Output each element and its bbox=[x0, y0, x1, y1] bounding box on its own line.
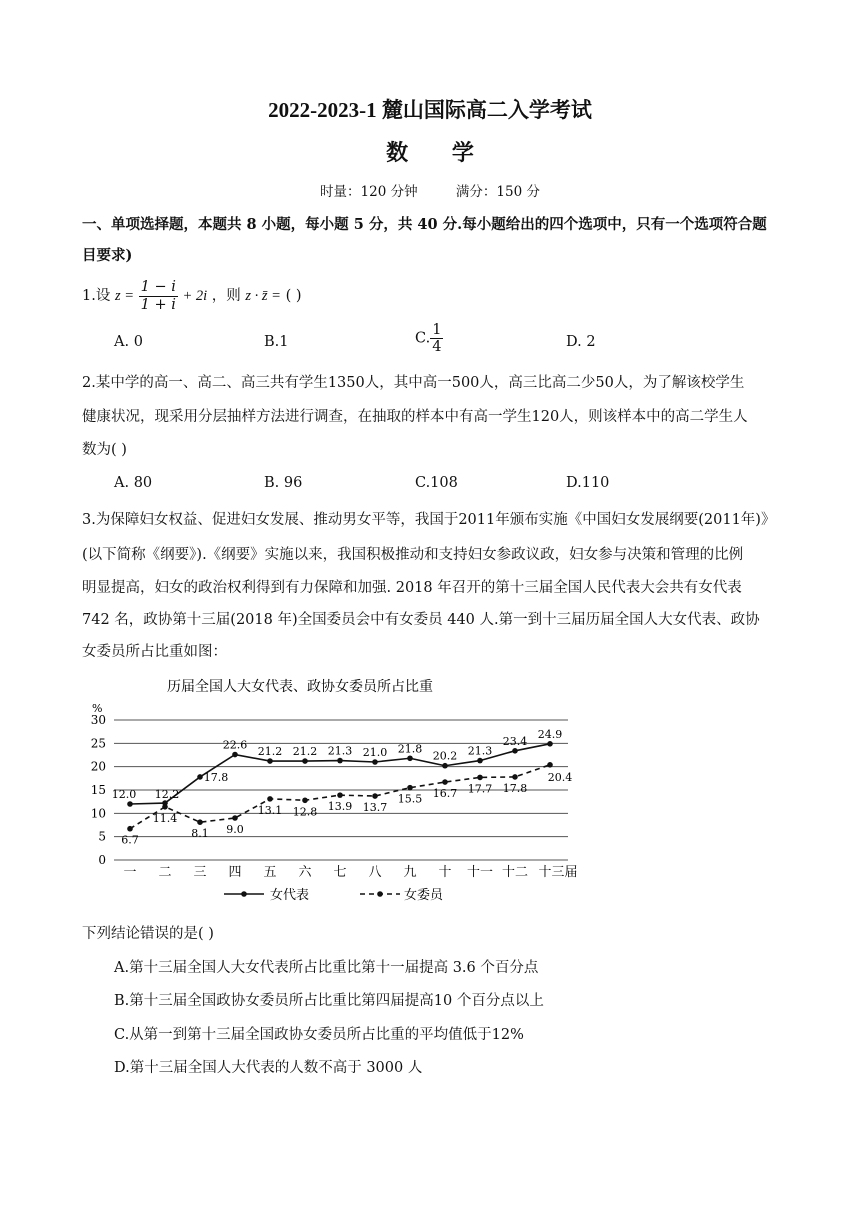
data-label-female-deputies: 21.0 bbox=[362, 746, 388, 759]
q1-option-c-prefix: C. bbox=[415, 330, 431, 347]
q1-option-c[interactable] bbox=[415, 322, 443, 355]
point-female-members bbox=[442, 779, 448, 785]
point-female-members bbox=[477, 775, 483, 781]
data-label-female-deputies: 24.9 bbox=[537, 727, 563, 741]
q3-option-c[interactable]: C.从第一到第十三届全国政协女委员所占比重的平均值低于12% bbox=[114, 1027, 524, 1043]
point-female-members bbox=[197, 819, 203, 825]
q2-line3: 数为( ) bbox=[82, 442, 127, 458]
question-1 bbox=[82, 276, 782, 316]
x-tick-label: 八 bbox=[368, 865, 382, 880]
section-heading-line2: 目要求) bbox=[82, 247, 133, 264]
data-label-female-deputies: 23.4 bbox=[502, 734, 528, 748]
q1-option-c-fraction bbox=[430, 322, 443, 355]
x-tick-label: 一 bbox=[123, 865, 137, 880]
point-female-deputies bbox=[372, 759, 378, 765]
x-tick-label: 十二 bbox=[501, 865, 529, 880]
x-tick-label: 四 bbox=[228, 865, 242, 880]
x-tick-label: 三 bbox=[193, 865, 207, 880]
full-score: 满分：150 分 bbox=[455, 184, 540, 200]
section-heading-line1: 一、单项选择题，本题共 8 小题，每小题 5 分，共 40 分.每小题给出的四个选项中，只有一个选项符合题 bbox=[82, 216, 767, 233]
y-tick-label: 15 bbox=[90, 783, 106, 797]
q3-option-b[interactable]: B.第十三届全国政协女委员所占比重比第四届提高10 个百分点以上 bbox=[114, 993, 544, 1009]
exam-title: 2022-2023-1 麓山国际高二入学考试 bbox=[268, 98, 592, 122]
q1-frac-den: 1 + i bbox=[140, 296, 176, 313]
x-tick-label: 九 bbox=[403, 865, 417, 880]
data-label-female-deputies: 21.3 bbox=[327, 744, 353, 758]
q1-option-c-num: 1 bbox=[432, 322, 442, 338]
q1-fraction bbox=[139, 279, 178, 314]
x-tick-label: 六 bbox=[298, 865, 312, 880]
q1-option-b[interactable]: B.1 bbox=[264, 334, 289, 350]
point-female-deputies bbox=[267, 758, 273, 764]
data-label-female-deputies: 21.3 bbox=[467, 744, 493, 758]
point-female-members bbox=[267, 796, 273, 802]
q2-line1: 2.某中学的高一、高二、高三共有学生1350人，其中高一500人，高三比高二少50人，为了解该校学生 bbox=[82, 375, 745, 391]
data-label-female-deputies: 17.8 bbox=[203, 770, 229, 784]
q2-line2: 健康状况，现采用分层抽样方法进行调查，在抽取的样本中有高一学生120人，则该样本中的高二学生人 bbox=[82, 409, 748, 425]
data-label-female-deputies: 22.6 bbox=[222, 738, 248, 752]
subject-title: 数 学 bbox=[386, 140, 492, 166]
q3-line4: 742 名，政协第十三届(2018 年)全国委员会中有女委员 440 人.第一到十三届历届全国人大女代表、政协 bbox=[82, 612, 760, 628]
q3-option-a[interactable]: A.第十三届全国人大女代表所占比重比第十一届提高 3.6 个百分点 bbox=[114, 960, 539, 976]
exam-meta bbox=[0, 180, 860, 200]
q3-prompt: 下列结论错误的是( ) bbox=[82, 926, 214, 942]
data-label-female-members: 17.7 bbox=[467, 782, 493, 796]
data-label-female-deputies: 20.2 bbox=[432, 749, 458, 763]
data-label-female-deputies: 21.2 bbox=[257, 745, 283, 759]
data-label-female-members: 9.0 bbox=[226, 823, 244, 836]
q2-option-a[interactable]: A. 80 bbox=[114, 475, 153, 491]
x-tick-label: 十 bbox=[438, 865, 452, 880]
point-female-members bbox=[512, 774, 518, 780]
point-female-members bbox=[232, 815, 238, 821]
data-label-female-deputies: 12.0 bbox=[111, 788, 137, 801]
point-female-deputies bbox=[197, 774, 203, 780]
q1-prefix: 1.设 bbox=[82, 288, 111, 304]
point-female-members bbox=[372, 793, 378, 799]
data-label-female-members: 16.7 bbox=[432, 787, 458, 801]
data-label-female-members: 13.9 bbox=[327, 800, 353, 814]
q1-option-c-den: 4 bbox=[432, 339, 442, 355]
y-tick-label: 10 bbox=[90, 806, 106, 821]
q3-option-d[interactable]: D.第十三届全国人大代表的人数不高于 3000 人 bbox=[114, 1060, 423, 1076]
x-tick-label: 十三届 bbox=[538, 865, 578, 880]
q1-z-eq: z = bbox=[114, 288, 135, 304]
data-label-female-deputies: 21.2 bbox=[292, 745, 318, 759]
chart-title: 历届全国人大女代表、政协女委员所占比重 bbox=[167, 679, 433, 695]
data-label-female-members: 17.8 bbox=[502, 781, 528, 795]
data-label-female-members: 11.4 bbox=[152, 811, 178, 825]
point-female-members bbox=[302, 797, 308, 803]
data-label-female-members: 13.7 bbox=[362, 801, 388, 815]
q1-mid: ，则 bbox=[211, 288, 241, 304]
point-female-members bbox=[547, 762, 553, 768]
data-label-female-members: 6.7 bbox=[121, 833, 139, 847]
y-tick-label: 30 bbox=[90, 713, 106, 727]
q3-line5: 女委员所占比重如图： bbox=[82, 644, 227, 660]
data-label-female-members: 12.8 bbox=[292, 805, 318, 819]
q2-option-b[interactable]: B. 96 bbox=[264, 475, 303, 491]
legend-label-female-deputies: 女代表 bbox=[270, 888, 310, 903]
q1-option-d[interactable]: D. 2 bbox=[566, 334, 596, 350]
legend-marker-female-members bbox=[377, 891, 383, 897]
y-tick-label: 25 bbox=[90, 736, 106, 751]
point-female-deputies bbox=[232, 752, 238, 758]
x-tick-label: 十一 bbox=[466, 865, 494, 880]
x-tick-label: 二 bbox=[158, 865, 172, 880]
legend-label-female-members: 女委员 bbox=[404, 888, 444, 903]
q1-option-a[interactable]: A. 0 bbox=[114, 334, 143, 350]
point-female-members bbox=[337, 792, 343, 798]
point-female-deputies bbox=[407, 755, 413, 761]
q2-option-d[interactable]: D.110 bbox=[566, 475, 610, 491]
q3-line2: (以下简称《纲要》).《纲要》实施以来，我国积极推动和支持妇女参政议政，妇女参与决策和管理的比例 bbox=[82, 547, 744, 563]
q2-option-c[interactable]: C.108 bbox=[415, 475, 458, 491]
q1-paren: ( ) bbox=[285, 288, 302, 304]
y-tick-label: 0 bbox=[98, 853, 106, 867]
q3-line3: 明显提高，妇女的政治权利得到有力保障和加强. 2018 年召开的第十三届全国人民代表大会共有女代表 bbox=[82, 580, 742, 596]
point-female-members bbox=[162, 804, 168, 810]
point-female-deputies bbox=[547, 741, 553, 747]
q1-plus: + 2i bbox=[182, 288, 208, 304]
data-label-female-deputies: 21.8 bbox=[397, 742, 423, 756]
point-female-deputies bbox=[302, 758, 308, 764]
q1-frac-num: 1 − i bbox=[140, 278, 176, 295]
q3-line1: 3.为保障妇女权益、促进妇女发展、推动男女平等，我国于2011年颁布实施《中国妇女发展纲要(2011年)》 bbox=[82, 512, 776, 528]
q1-expr: z · z̄ = bbox=[245, 288, 281, 304]
data-label-female-deputies: 12.2 bbox=[154, 788, 180, 802]
y-tick-label: 5 bbox=[98, 829, 106, 844]
line-chart bbox=[82, 672, 602, 912]
legend-marker-female-deputies bbox=[241, 891, 247, 897]
y-tick-label: 20 bbox=[90, 759, 106, 774]
point-female-members bbox=[127, 826, 133, 832]
chart-y-unit: % bbox=[92, 702, 103, 715]
time-limit: 时量：120 分钟 bbox=[320, 184, 418, 200]
point-female-deputies bbox=[477, 758, 483, 764]
x-tick-label: 七 bbox=[333, 865, 347, 880]
point-female-deputies bbox=[127, 801, 133, 807]
point-female-deputies bbox=[512, 748, 518, 754]
point-female-members bbox=[407, 785, 413, 791]
data-label-female-members: 8.1 bbox=[191, 827, 209, 841]
data-label-female-members: 13.1 bbox=[257, 803, 283, 817]
x-tick-label: 五 bbox=[263, 865, 277, 880]
data-label-female-members: 20.4 bbox=[547, 770, 573, 784]
data-label-female-members: 15.5 bbox=[397, 792, 423, 806]
point-female-deputies bbox=[442, 763, 448, 769]
point-female-deputies bbox=[337, 758, 343, 764]
